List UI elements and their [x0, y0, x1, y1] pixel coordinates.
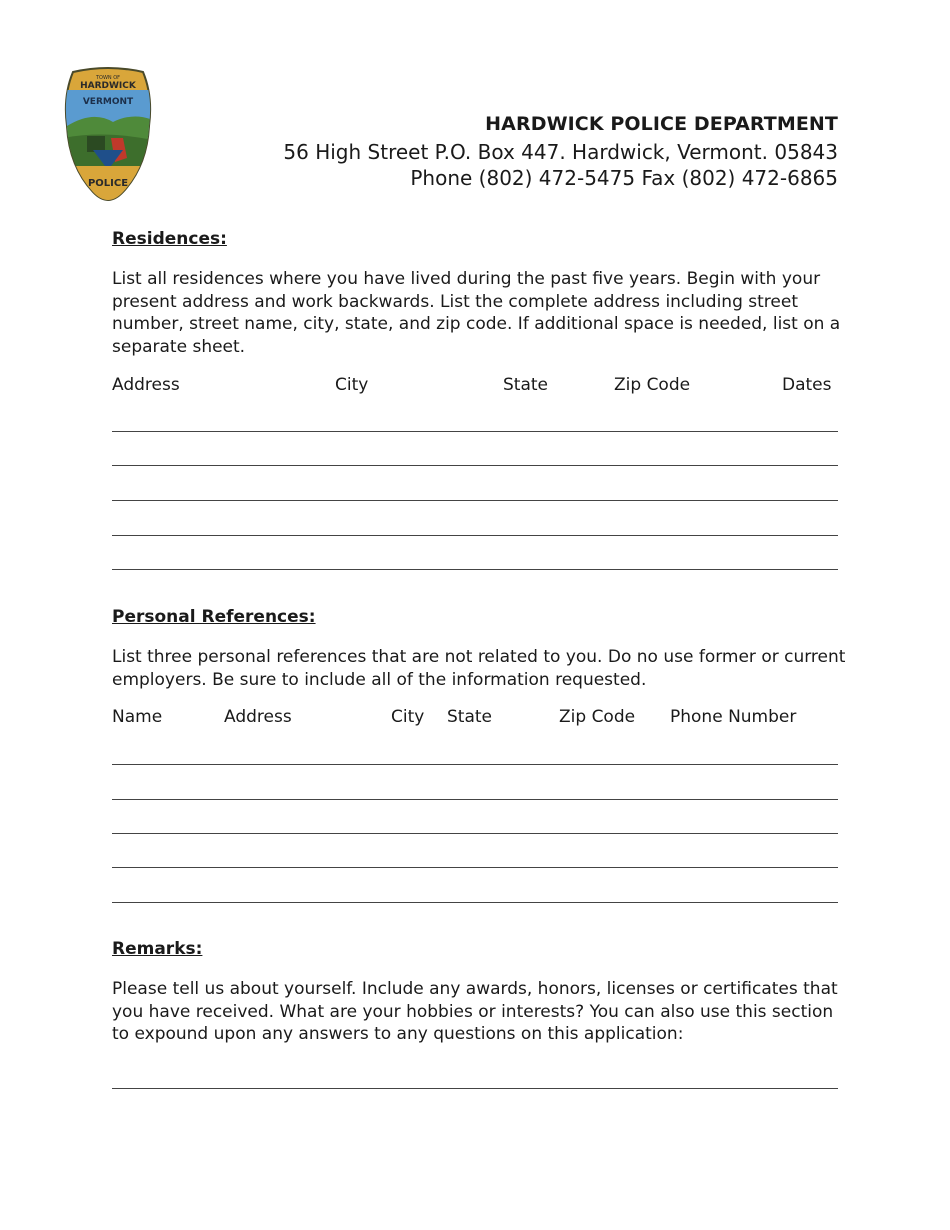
residences-col-dates: Dates	[782, 375, 832, 395]
residence-entry-line[interactable]	[112, 465, 838, 466]
remarks-entry-line[interactable]	[112, 1088, 838, 1089]
logo-bottom-text: POLICE	[87, 178, 129, 189]
department-phone-fax: Phone (802) 472-5475 Fax (802) 472-6865	[410, 166, 838, 190]
residences-col-city: City	[335, 375, 369, 395]
residences-col-address: Address	[112, 375, 180, 395]
logo-name-text: HARDWICK	[80, 81, 136, 91]
residences-heading: Residences:	[112, 229, 227, 249]
department-name: HARDWICK POLICE DEPARTMENT	[485, 113, 838, 135]
residence-entry-line[interactable]	[112, 500, 838, 501]
reference-entry-line[interactable]	[112, 833, 838, 834]
reference-entry-line[interactable]	[112, 867, 838, 868]
references-col-city: City	[391, 707, 425, 727]
residences-instructions: List all residences where you have lived during the past five years. Begin with your present address and work backwards. List the complete address including street number, street name, city, state, and zip code. If additional space is needed, list on a separate sheet.	[112, 269, 841, 357]
residences-col-zip: Zip Code	[614, 375, 691, 395]
remarks-instructions: Please tell us about yourself. Include any awards, honors, licenses or certificates that you have received. What are your hobbies or interests? You can also use this section to expound upon any answers to any questions on this application:	[112, 979, 838, 1044]
references-heading: Personal References:	[112, 607, 316, 627]
references-col-state: State	[447, 707, 492, 727]
references-col-zip: Zip Code	[559, 707, 636, 727]
remarks-heading: Remarks:	[112, 939, 203, 959]
references-instructions: List three personal references that are not related to you. Do no use former or current employers. Be sure to include all of the information requested.	[112, 647, 846, 690]
references-col-phone: Phone Number	[670, 707, 797, 727]
logo-state-text: VERMONT	[82, 97, 134, 107]
logo-top-text: TOWN OF	[95, 75, 121, 81]
residence-entry-line[interactable]	[112, 431, 838, 432]
reference-entry-line[interactable]	[112, 902, 838, 903]
reference-entry-line[interactable]	[112, 764, 838, 765]
references-col-name: Name	[112, 707, 163, 727]
residence-entry-line[interactable]	[112, 535, 838, 536]
department-address: 56 High Street P.O. Box 447. Hardwick, Vermont. 05843	[283, 140, 838, 164]
references-col-address: Address	[224, 707, 292, 727]
residence-entry-line[interactable]	[112, 569, 838, 570]
reference-entry-line[interactable]	[112, 799, 838, 800]
police-patch-logo	[63, 66, 153, 208]
residences-col-state: State	[503, 375, 548, 395]
